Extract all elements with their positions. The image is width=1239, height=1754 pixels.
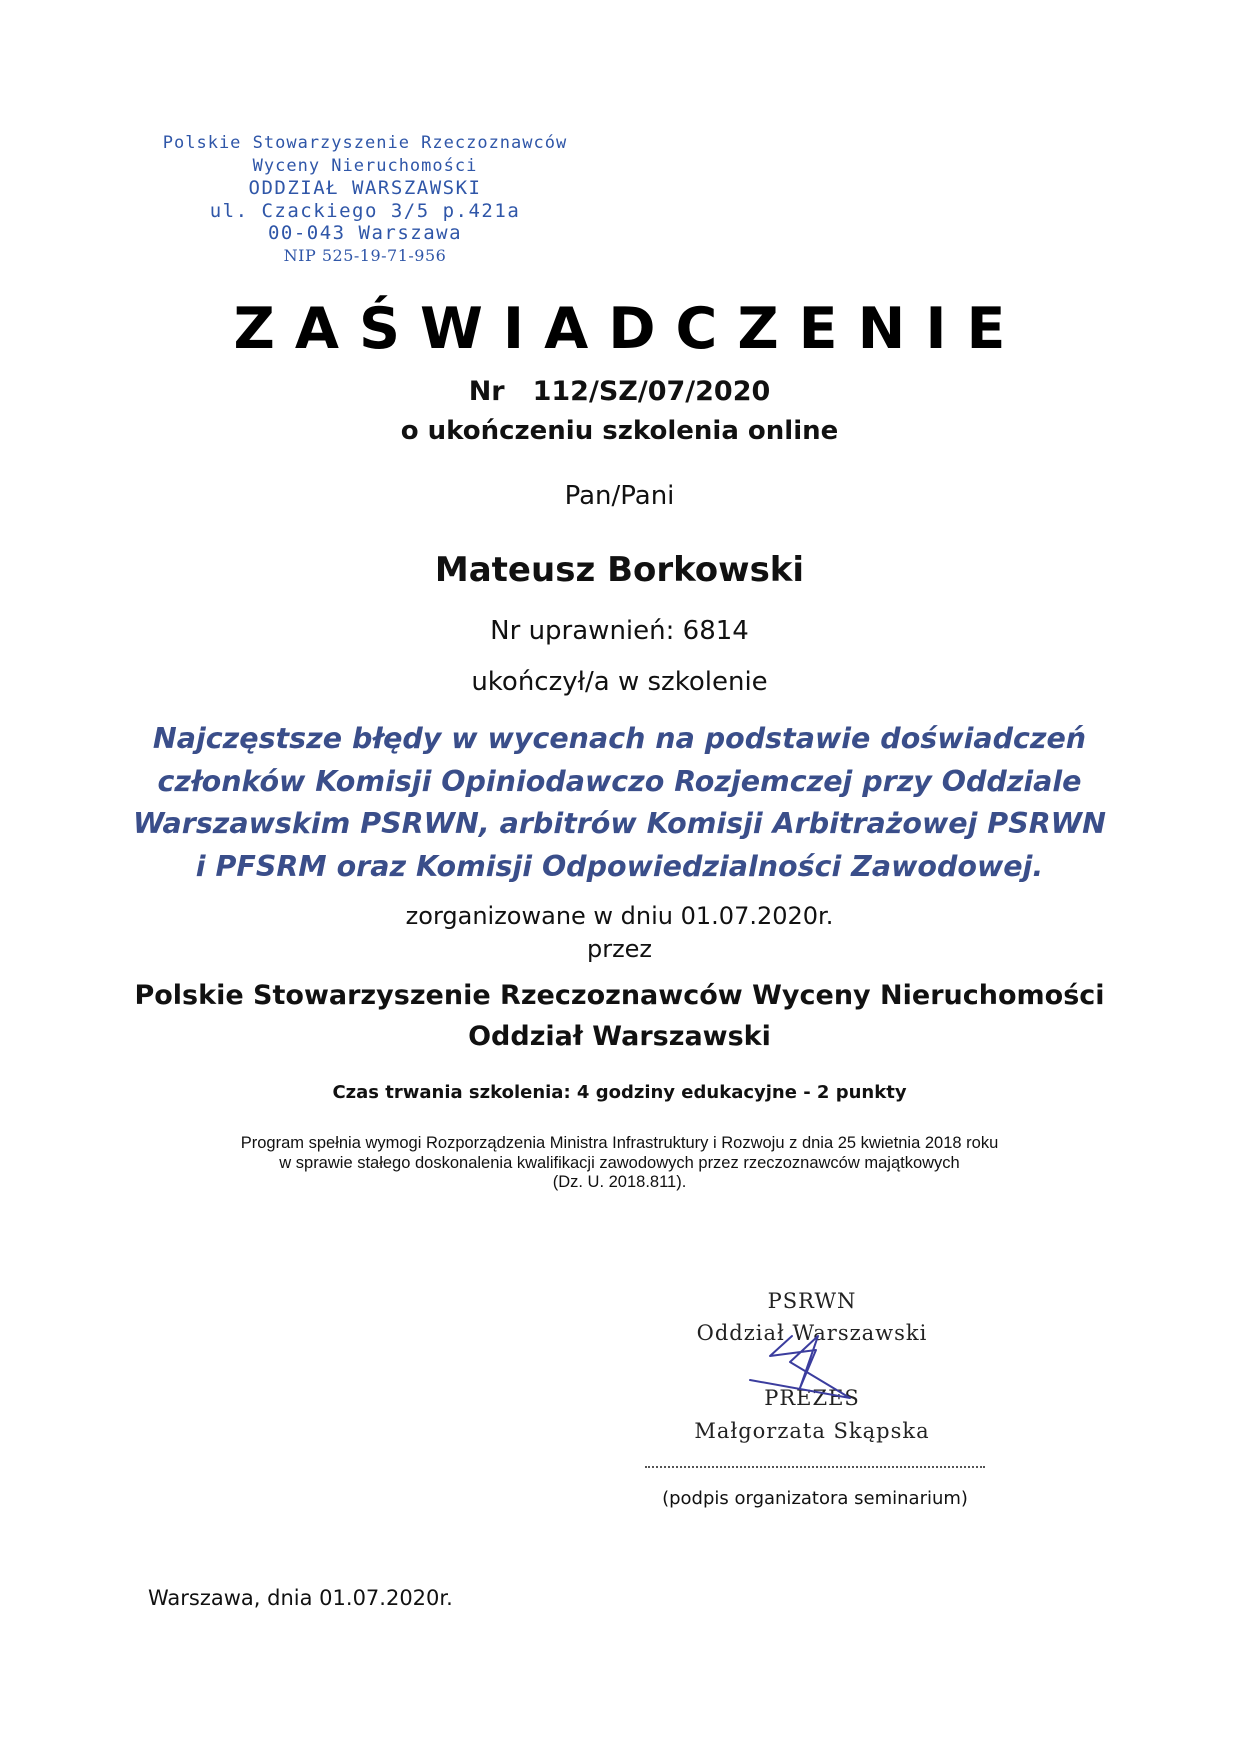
stamp-line-organization: Polskie Stowarzyszenie Rzeczoznawców [162,133,568,153]
handwritten-signature [730,1318,890,1418]
organizer-name [0,975,1239,1057]
program-note-line: (Dz. U. 2018.811). [552,1173,687,1191]
by-text: przez [586,935,653,963]
salutation: Pan/Pani [564,481,675,511]
signature-caption: (podpis organizatora seminarium) [662,1488,968,1509]
program-note [0,1134,1239,1193]
organizer-line: Polskie Stowarzyszenie Rzeczoznawców Wyceny Nieruchomości [134,980,1105,1011]
certificate-number [0,376,1239,407]
course-title-line: Najczęstsze błędy w wycenach na podstawie doświadczeń [152,722,1087,755]
completed-text: ukończył/a w szkolenie [471,667,768,697]
signature-stamp-psrwn: PSRWN [767,1289,857,1313]
place-and-date: Warszawa, dnia 01.07.2020r. [148,1586,453,1610]
signature-stamp-person: Małgorzata Skąpska [694,1419,930,1443]
stamp-line-street: ul. Czackiego 3/5 p.421a [209,199,521,222]
permission-number: Nr uprawnień: 6814 [490,616,749,646]
stamp-line-postcode: 00-043 Warszawa [267,222,463,244]
training-duration: Czas trwania szkolenia: 4 godziny edukacyjne - 2 punkty [332,1082,907,1103]
document-subtitle: o ukończeniu szkolenia online [400,416,839,446]
organizer-line: Oddział Warszawski [468,1021,771,1052]
signature-line [645,1466,985,1468]
recipient-name: Mateusz Borkowski [434,550,805,590]
course-title-line: Warszawskim PSRWN, arbitrów Komisji Arbitrażowej PSRWN [133,807,1106,840]
course-title-line: i PFSRM oraz Komisji Odpowiedzialności Zawodowej. [195,849,1044,883]
organized-date: zorganizowane w dniu 01.07.2020r. [405,902,834,930]
course-title-line: członków Komisji Opiniodawczo Rozjemczej przy Oddziale [157,764,1082,798]
stamp-line-nip: NIP 525-19-71-956 [283,245,447,265]
signature-stamp-branch: Oddział Warszawski [696,1321,928,1345]
document-title: ZAŚWIADCZENIE [233,296,1026,362]
program-note-line: Program spełnia wymogi Rozporządzenia Ministra Infrastruktury i Rozwoju z dnia 25 kwietnia 2018 roku [240,1134,999,1152]
certificate-number-value: 112/SZ/07/2020 [532,376,771,407]
organization-stamp [150,132,580,267]
course-title [0,718,1239,888]
stamp-line-organization-2: Wyceny Nieruchomości [252,155,478,176]
program-note-line: w sprawie stałego doskonalenia kwalifikacji zawodowych przez rzeczoznawców majątkowych [279,1153,960,1172]
signature-stamp-role: PREZES [764,1386,860,1410]
certificate-number-label: Nr [468,376,505,407]
stamp-line-branch: ODDZIAŁ WARSZAWSKI [248,177,482,199]
